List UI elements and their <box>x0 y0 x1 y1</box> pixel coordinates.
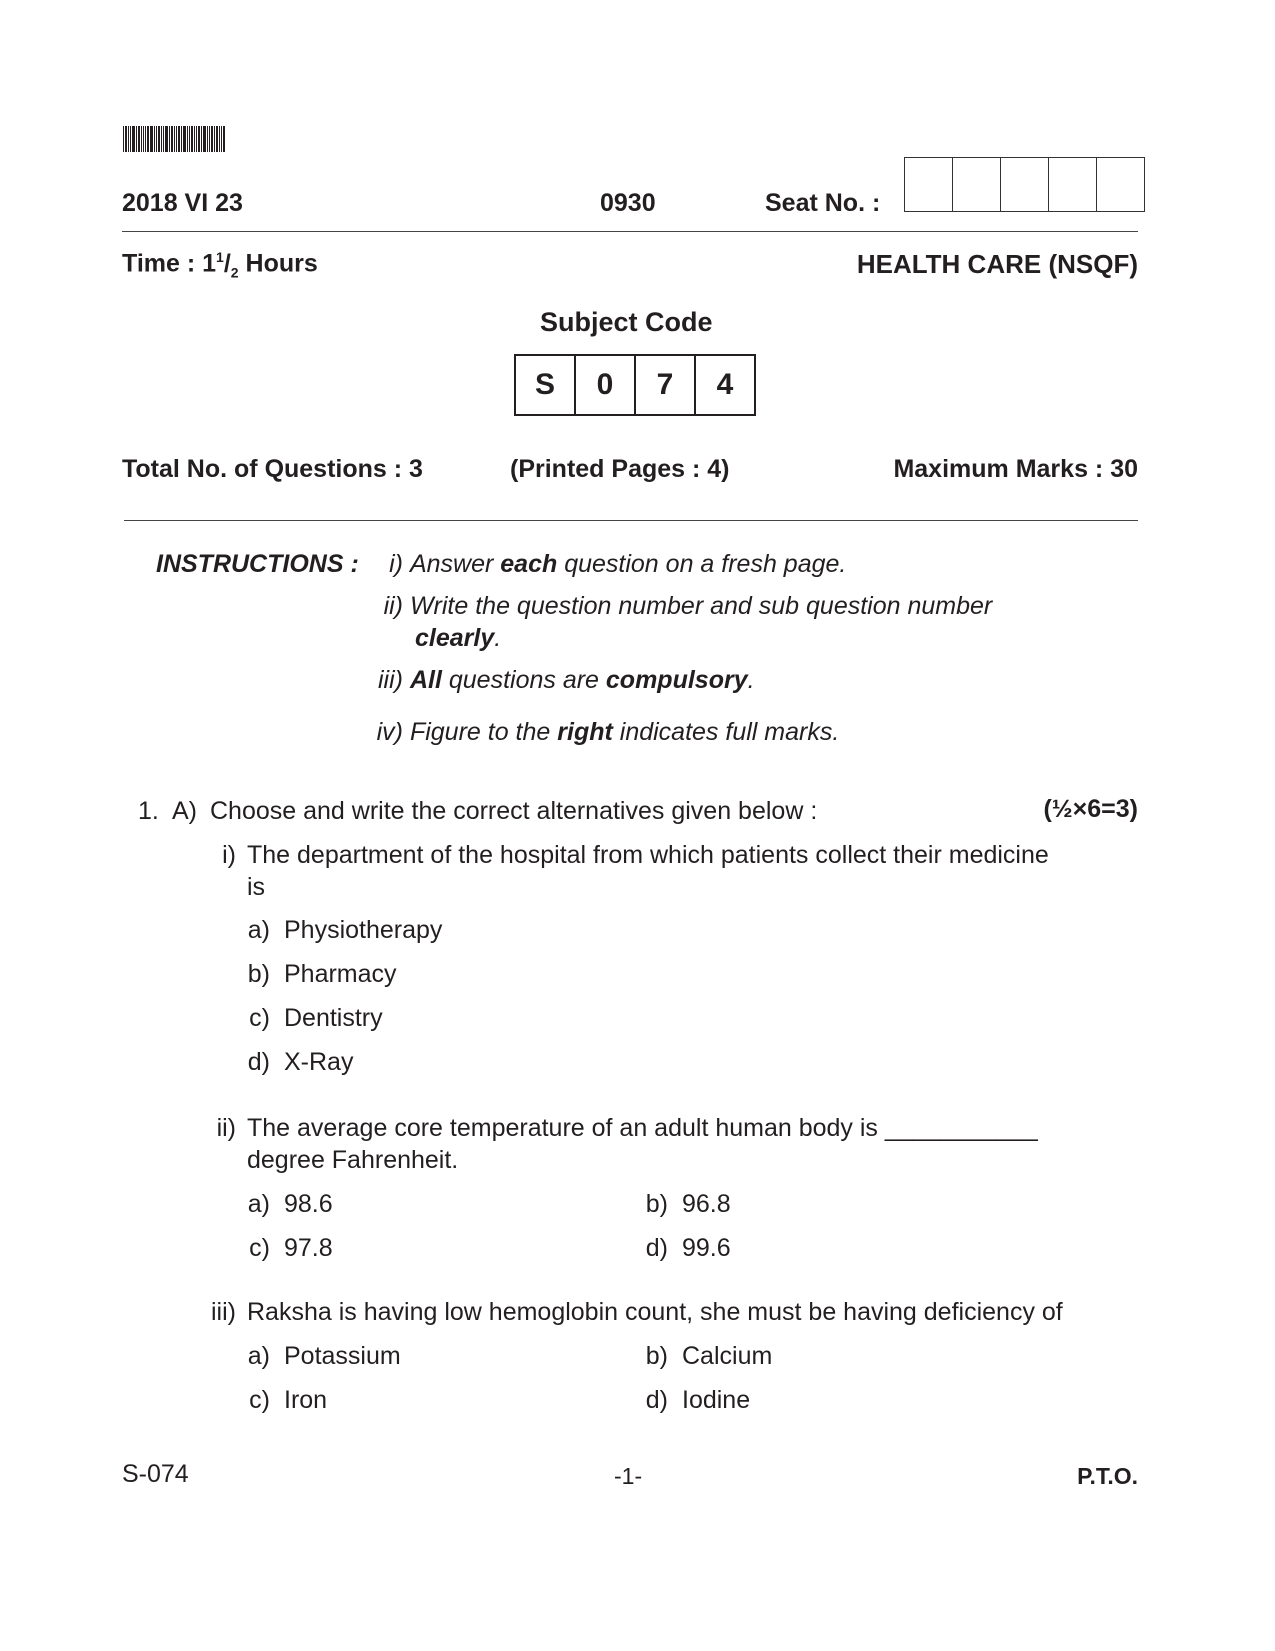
barcode-bar <box>219 126 220 152</box>
barcode-bar <box>123 126 124 152</box>
option-key: b) <box>247 960 270 988</box>
option-key: d) <box>645 1234 668 1262</box>
barcode-bar <box>183 126 186 152</box>
barcode <box>123 126 265 152</box>
maximum-marks: Maximum Marks : 30 <box>893 455 1138 483</box>
barcode-bar <box>189 126 190 152</box>
barcode-bar <box>178 126 180 152</box>
subquestion-text-cont: is <box>247 873 266 901</box>
seat-label: Seat No. : <box>765 189 881 217</box>
subject-code-label: Subject Code <box>540 307 713 337</box>
barcode-bar <box>211 126 213 152</box>
instruction-item: i) Answer each question on a fresh page. <box>389 550 847 578</box>
subquestion-text: Raksha is having low hemoglobin count, she must be having deficiency of <box>247 1298 1063 1326</box>
barcode-bar <box>143 126 144 152</box>
barcode-bar <box>138 126 140 152</box>
barcode-bar <box>187 126 188 152</box>
barcode-bar <box>203 126 206 152</box>
barcode-bar <box>209 126 210 152</box>
barcode-bar <box>154 126 155 152</box>
barcode-bar <box>221 126 222 152</box>
instruction-item: iv) Figure to the right indicates full marks. <box>376 718 840 746</box>
instructions-label: INSTRUCTIONS : <box>156 550 359 578</box>
subject-code-char: 7 <box>636 356 696 414</box>
seat-number-boxes[interactable] <box>904 157 1145 212</box>
option-text: Calcium <box>682 1342 773 1370</box>
option-key: c) <box>249 1234 270 1262</box>
barcode-bar <box>141 126 142 152</box>
barcode-bar <box>130 126 131 152</box>
subquestion-number: i) <box>222 841 236 869</box>
barcode-bar <box>174 126 175 152</box>
barcode-bar <box>171 126 173 152</box>
barcode-bar <box>214 126 215 152</box>
subject-code-char: S <box>516 356 576 414</box>
barcode-bar <box>196 126 197 152</box>
option-key: b) <box>645 1342 668 1370</box>
barcode-bar <box>132 126 135 152</box>
option-text: Iodine <box>682 1386 751 1414</box>
option-text: Iron <box>284 1386 328 1414</box>
seat-box[interactable] <box>1001 158 1049 211</box>
time-allowed: Time : $1^1/_2$ Hours <box>122 249 318 281</box>
option-key: c) <box>249 1004 270 1032</box>
subject-title: HEALTH CARE (NSQF) <box>856 249 1138 279</box>
question-part: A) <box>172 797 197 825</box>
barcode-bar <box>223 126 225 152</box>
seat-box[interactable] <box>953 158 1001 211</box>
barcode-bar <box>207 126 208 152</box>
paper-code: S-074 <box>122 1460 189 1488</box>
option-key: b) <box>645 1190 668 1218</box>
barcode-bar <box>194 126 195 152</box>
barcode-bar <box>169 126 170 152</box>
barcode-bar <box>136 126 137 152</box>
barcode-bar <box>201 126 202 152</box>
barcode-bar <box>156 126 157 152</box>
option-text: X-Ray <box>284 1048 354 1076</box>
barcode-bar <box>161 126 162 152</box>
total-questions: Total No. of Questions : 3 <box>122 455 423 483</box>
subquestion-text-cont: degree Fahrenheit. <box>247 1146 459 1174</box>
subquestion-text: The department of the hospital from which patients collect their medicine <box>247 841 1049 869</box>
barcode-bar <box>165 126 168 152</box>
header-rule <box>122 231 1138 232</box>
option-key: a) <box>247 916 270 944</box>
option-text: 96.8 <box>682 1190 731 1218</box>
barcode-bar <box>147 126 149 152</box>
barcode-bar <box>150 126 153 152</box>
seat-box[interactable] <box>1049 158 1097 211</box>
option-text: Pharmacy <box>284 960 397 988</box>
option-text: Dentistry <box>284 1004 383 1032</box>
subquestion-text: The average core temperature of an adult human body is ___________ <box>247 1114 1038 1142</box>
exam-code: 2018 VI 23 <box>122 189 243 217</box>
barcode-bar <box>198 126 200 152</box>
question-marks: (½×6=3) <box>1043 795 1138 823</box>
center-code: 0930 <box>600 189 656 217</box>
barcode-bar <box>125 126 127 152</box>
option-key: c) <box>249 1386 270 1414</box>
option-key: d) <box>247 1048 270 1076</box>
option-text: 99.6 <box>682 1234 731 1262</box>
subquestion-number: ii) <box>216 1114 236 1142</box>
option-key: a) <box>247 1190 270 1218</box>
page-number: -1- <box>614 1463 643 1489</box>
barcode-bar <box>128 126 129 152</box>
totals-rule <box>124 520 1138 521</box>
option-key: a) <box>247 1342 270 1370</box>
seat-box[interactable] <box>905 158 953 211</box>
barcode-bar <box>181 126 182 152</box>
question-prompt: Choose and write the correct alternatives given below : <box>210 797 818 825</box>
option-text: 98.6 <box>284 1190 333 1218</box>
subject-code-boxes <box>514 354 756 416</box>
barcode-bar <box>216 126 218 152</box>
printed-pages: (Printed Pages : 4) <box>510 455 730 483</box>
barcode-bar <box>145 126 146 152</box>
pto-label: P.T.O. <box>1077 1463 1138 1489</box>
option-key: d) <box>645 1386 668 1414</box>
option-text: Potassium <box>284 1342 401 1370</box>
barcode-bar <box>191 126 193 152</box>
instruction-item: iii) All questions are compulsory. <box>378 666 755 694</box>
option-text: 97.8 <box>284 1234 333 1262</box>
option-text: Physiotherapy <box>284 916 443 944</box>
question-number: 1. <box>138 797 159 825</box>
barcode-bar <box>163 126 164 152</box>
subject-code-char: 4 <box>716 368 734 401</box>
subquestion-number: iii) <box>211 1298 236 1326</box>
seat-box[interactable] <box>1097 158 1144 211</box>
barcode-bar <box>176 126 177 152</box>
instruction-item: ii) Write the question number and sub question number <box>383 592 993 620</box>
barcode-bar <box>158 126 160 152</box>
subject-code-char: 0 <box>576 356 636 414</box>
instruction-item-cont: clearly. <box>415 624 502 652</box>
